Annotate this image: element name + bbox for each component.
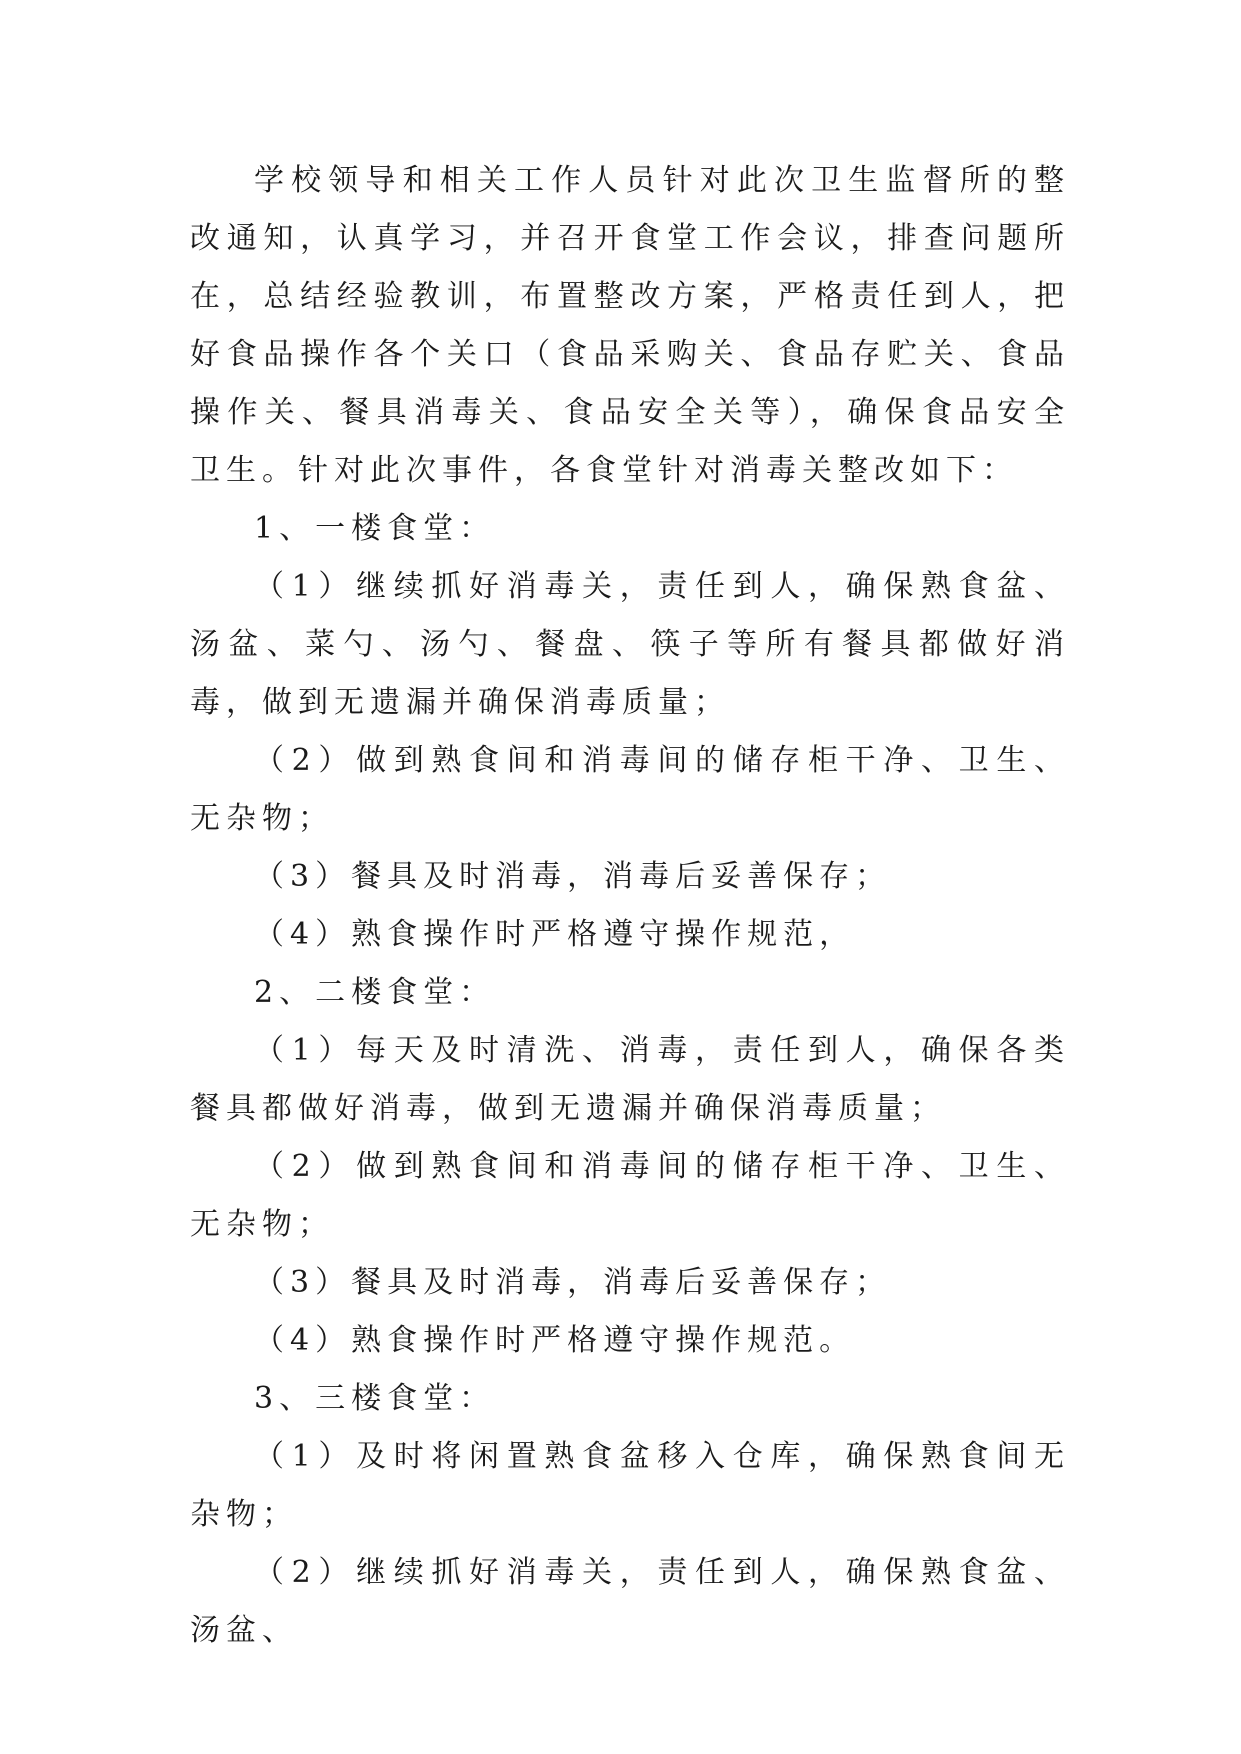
section-2-item-2: （2）做到熟食间和消毒间的储存柜干净、卫生、无杂物； [190,1149,1070,1242]
section-heading-1: 1、一楼食堂： [254,511,496,546]
section-1-item-3: （3）餐具及时消毒，消毒后妥善保存； [254,859,892,894]
section-2-item-3: （3）餐具及时消毒，消毒后妥善保存； [254,1265,892,1300]
section-1-item-1: （1）继续抓好消毒关，责任到人，确保熟食盆、汤盆、菜勺、汤勺、餐盘、筷子等所有餐具都做好消毒，做到无遗漏并确保消毒质量； [190,569,1070,720]
section-1-item-4: （4）熟食操作时严格遵守操作规范， [254,917,856,952]
section-1-item-2: （2）做到熟食间和消毒间的储存柜干净、卫生、无杂物； [190,743,1070,836]
intro-paragraph: 学校领导和相关工作人员针对此次卫生监督所的整改通知，认真学习，并召开食堂工作会议，排查问题所在，总结经验教训，布置整改方案，严格责任到人，把好食品操作各个关口（食品采购关、食品存贮关、食品操作关、餐具消毒关、食品安全关等），确保食品安全卫生。针对此次事件，各食堂针对消毒关整改如下： [190,163,1070,488]
section-heading-2: 2、二楼食堂： [254,975,496,1010]
section-2-item-1: （1）每天及时清洗、消毒，责任到人，确保各类餐具都做好消毒，做到无遗漏并确保消毒质量； [190,1033,1070,1126]
document-body [190,152,1070,1660]
section-3-item-1: （1）及时将闲置熟食盆移入仓库，确保熟食间无杂物； [190,1439,1070,1532]
section-heading-3: 3、三楼食堂： [254,1381,496,1416]
section-2-item-4: （4）熟食操作时严格遵守操作规范。 [254,1323,856,1358]
section-3-item-2: （2）继续抓好消毒关，责任到人，确保熟食盆、汤盆、 [190,1555,1070,1648]
